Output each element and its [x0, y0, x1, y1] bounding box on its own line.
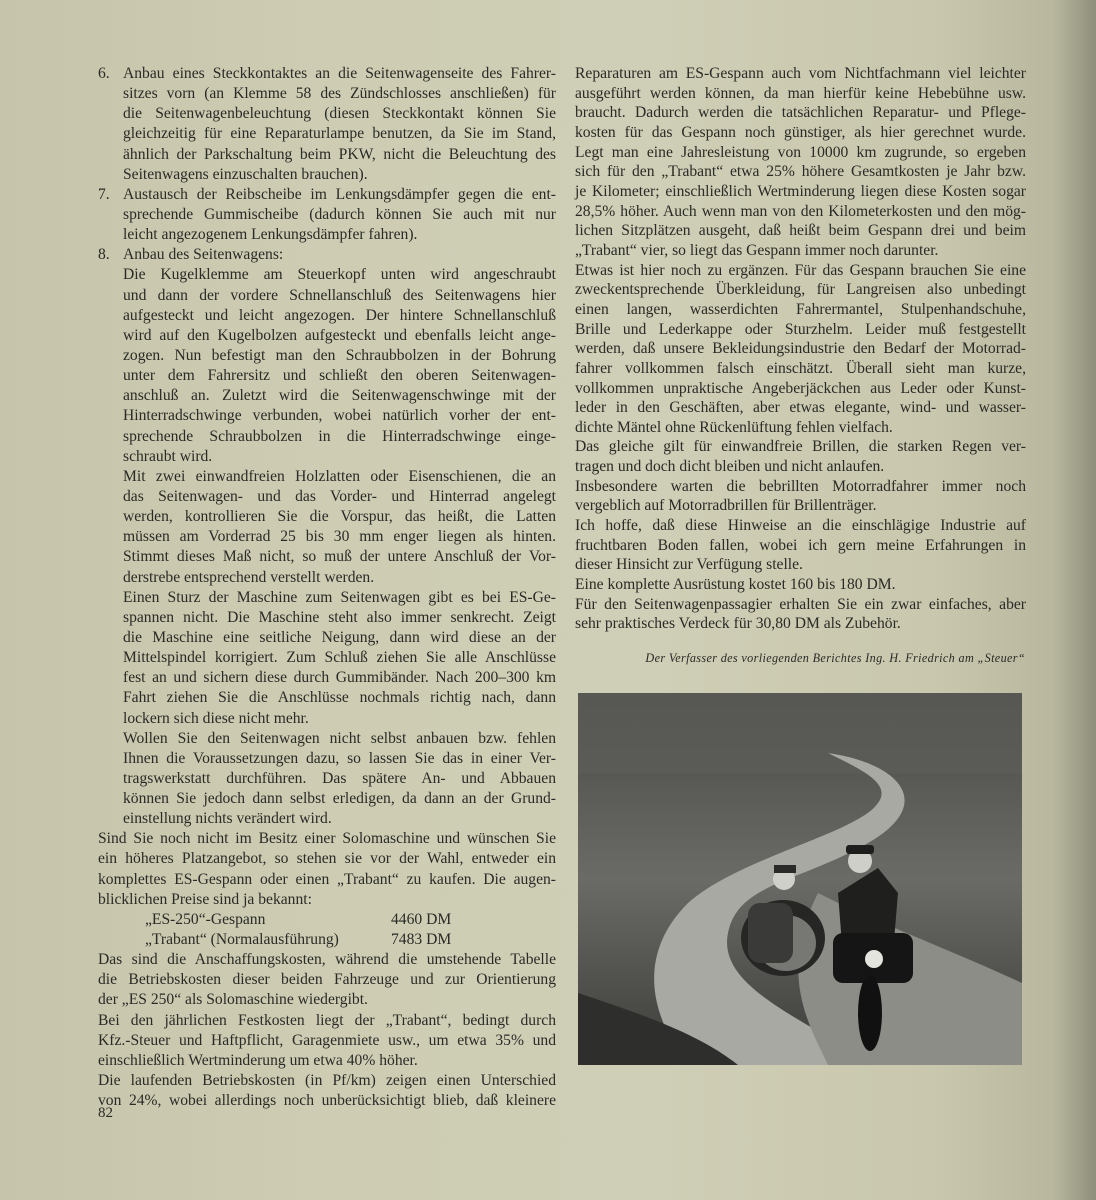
text-line: zogen. Nun befestigt man den Schraubbolzen in der Bohrung: [123, 346, 556, 364]
text-line: Sind Sie noch nicht im Besitz einer Solomaschine und wünschen Sie: [98, 830, 556, 848]
text-line: Für den Seitenwagenpassagier erhalten Sie ein zwar einfaches, aber: [575, 595, 1026, 613]
text-line: Brille und Lederkappe oder Sturzhelm. Leider muß festgestellt: [575, 320, 1026, 338]
text-line: Die laufenden Betriebskosten (in Pf/km) zeigen einen Unterschied: [98, 1072, 556, 1089]
text-line: sehr praktisches Verdeck für 30,80 DM als Zubehör.: [575, 615, 901, 633]
paragraph: [575, 477, 1026, 516]
vehicle-name: „Trabant“ (Normalausführung): [145, 931, 339, 949]
text-line: sitzes vorn (an Klemme 58 des Zündschlosses anschließen) für: [123, 85, 556, 103]
text-line: Das gleiche gilt für einwandfreie Brillen, die starken Regen ver-: [575, 438, 1026, 456]
price-row: [98, 930, 556, 950]
photo-caption: Der Verfasser des vorliegenden Berichtes Ing. H. Friedrich am „Steuer“: [645, 651, 1025, 665]
item-number: 6.: [98, 65, 110, 82]
text-line: „Trabant“ vier, so liegt das Gespann immer noch darunter.: [575, 241, 939, 259]
text-line: dieser Hinsicht zur Verfügung stelle.: [575, 556, 803, 574]
text-line: braucht. Dadurch werden die tatsächlichen Reparatur- und Pflege-: [575, 104, 1026, 122]
text-line: Kfz.-Steuer und Haftpflicht, Garagenmiete usw., um etwa 35% und: [98, 1031, 556, 1049]
text-line: fest an und sichern diese durch Gummibänder. Nach 200–300 km: [123, 669, 556, 687]
text-line: Fahrt ziehen Sie die Anschlüsse nochmals richtig nach, dann: [123, 689, 556, 707]
text-line: zweckentsprechende Überkleidung, für Langreisen also unbedingt: [575, 281, 1026, 299]
text-line: Anbau eines Steckkontaktes an die Seitenwagenseite des Fahrer-: [123, 65, 556, 82]
text-line: einschließlich Wertminderung um etwa 40% höher.: [98, 1051, 418, 1069]
text-line: Mittelspindel korrigiert. Zum Schluß ziehen Sie alle Anschlüsse: [123, 649, 556, 667]
text-line: sprechende Gummischeibe (dadurch können Sie auch mit nur: [123, 205, 556, 223]
text-line: ausgeführt werden können, da man hierfür keine Hebebühne usw.: [575, 84, 1026, 102]
text-line: Hinterradschwinge verbunden, wobei natürlich vorher der ent-: [123, 407, 556, 425]
text-line: und dann der vordere Schnellanschluß des Seitenwagens hier: [123, 286, 556, 304]
text-line: schraubt wird.: [123, 447, 213, 465]
item-number: 8.: [98, 246, 110, 264]
paragraph: [575, 261, 1026, 438]
text-line: von 24%, wobei allerdings noch unberücksichtigt blieb, daß kleinere: [98, 1092, 556, 1110]
text-line: derstrebe entsprechend verstellt werden.: [123, 568, 375, 586]
text-line: Wollen Sie den Seitenwagen nicht selbst anbauen bzw. fehlen: [123, 729, 556, 747]
paragraph: [98, 265, 556, 466]
paragraph: [98, 588, 556, 729]
text-line: einstellung nichts verändert wird.: [123, 810, 332, 828]
paragraph: [98, 1011, 556, 1071]
text-line: leicht angezogenem Lenkungsdämpfer fahren).: [123, 226, 418, 244]
text-line: kosten für das Gespann noch günstiger, als hier gerechnet wurde.: [575, 123, 1026, 141]
text-line: werden, kontrollieren Sie die Vorspur, das heißt, die Latten: [123, 508, 556, 526]
numbered-item: [98, 185, 556, 245]
text-line: aufgesteckt und leicht angezogen. Der hintere Schnellanschluß: [123, 306, 556, 324]
text-line: das Seitenwagen- und das Vorder- und Hinterrad angelegt: [123, 487, 556, 505]
paragraph: [98, 829, 556, 910]
text-line: tragen und doch dicht bleiben und nicht anlaufen.: [575, 458, 885, 476]
text-line: Eine komplette Ausrüstung kostet 160 bis 180 DM.: [575, 576, 896, 594]
text-line: Reparaturen am ES-Gespann auch vom Nichtfachmann viel leichter: [575, 65, 1026, 82]
item-number: 7.: [98, 185, 110, 203]
text-line: vergeblich auf Motorradbrillen für Brillenträger.: [575, 497, 877, 515]
text-line: ein höheres Platzangebot, so stehen sie vor der Wahl, entweder ein: [98, 850, 556, 868]
page-number: 82: [98, 1105, 113, 1121]
text-line: dichte Mäntel ohne Rückenlüftung fehlen vielfach.: [575, 418, 893, 436]
text-line: Stimmt dieses Maß nicht, so muß der untere Anschluß der Vor-: [123, 548, 556, 566]
paragraph: [98, 1071, 556, 1111]
right-text-column: [575, 64, 1026, 634]
text-line: Bei den jährlichen Festkosten liegt der „Trabant“, bedingt durch: [98, 1011, 556, 1029]
text-line: Einen Sturz der Maschine zum Seitenwagen gibt es bei ES-Ge-: [123, 588, 556, 606]
text-line: vollkommen unpraktische Angeberjäckchen aus Leder oder Kunst-: [575, 379, 1026, 397]
text-line: Austausch der Reibscheibe im Lenkungsdämpfer gegen die ent-: [123, 185, 556, 203]
numbered-item: [98, 245, 556, 265]
text-line: je Kilometer; einschließlich Wertminderung liegen diese Kosten sogar: [575, 182, 1026, 200]
text-line: blicklichen Preise sind ja bekannt:: [98, 890, 312, 908]
text-line: ähnlich der Parkschaltung beim PKW, nicht die Beleuchtung des: [123, 145, 556, 163]
text-line: wird auf den Kugelbolzen aufgesteckt und ebenfalls leicht ange-: [123, 326, 556, 344]
text-line: gleichzeitig für eine Reparaturlampe benutzen, da Sie im Stand,: [123, 125, 556, 143]
paragraph: [575, 437, 1026, 476]
text-line: unter dem Fahrersitz und schließt den oberen Seitenwagen-: [123, 367, 556, 385]
text-line: die Seitenwagenbeleuchtung (diesen Steckkontakt können Sie: [123, 105, 556, 123]
text-line: fahrer vollkommen falsch einschätzt. Überall sieht man kurze,: [575, 359, 1026, 377]
text-line: komplettes ES-Gespann oder einen „Trabant“ zu kaufen. Die augen-: [98, 870, 556, 888]
text-line: die Maschine eine seitliche Neigung, dann wird diese an der: [123, 628, 556, 646]
text-line: Das sind die Anschaffungskosten, während die umstehende Tabelle: [98, 951, 556, 969]
price-row: [98, 910, 556, 930]
text-line: die Betriebskosten dieser beiden Fahrzeuge und zur Orientierung: [98, 971, 556, 989]
left-text-column: [98, 64, 556, 1111]
photo-motorcycle-sidecar: [578, 693, 1022, 1065]
text-line: Ich hoffe, daß diese Hinweise an die einschlägige Industrie auf: [575, 517, 1026, 535]
vehicle-price: 7483 DM: [391, 931, 452, 949]
text-line: sprechende Schraubbolzen in die Hinterradschwinge einge-: [123, 427, 556, 445]
paragraph: [98, 950, 556, 1010]
paragraph: [575, 575, 1026, 595]
text-line: sich für den „Trabant“ etwa 25% höhere Gesamtkosten je Jahr bzw.: [575, 163, 1026, 181]
text-line: lockern sich diese nicht mehr.: [123, 709, 309, 727]
text-line: 28,5% höher. Auch wenn man von den Kilometerkosten und den mög-: [575, 202, 1026, 220]
text-line: müssen am Vorderrad 25 bis 30 mm enger liegen als hinten.: [123, 528, 556, 546]
text-line: anschluß an. Zuletzt wird die Seitenwagenschwinge mit der: [123, 387, 556, 405]
text-line: Etwas ist hier noch zu ergänzen. Für das Gespann brauchen Sie eine: [575, 261, 1026, 279]
text-line: fruchtbaren Boden fallen, wobei ich gern meine Erfahrungen in: [575, 536, 1026, 554]
text-line: Legt man eine Jahresleistung von 10000 km zugrunde, so ergeben: [575, 143, 1026, 161]
paragraph: [575, 64, 1026, 261]
text-line: Anbau des Seitenwagens:: [123, 246, 284, 264]
text-line: Insbesondere warten die bebrillten Motorradfahrer immer noch: [575, 477, 1026, 495]
text-line: können Sie jedoch dann selbst erledigen, da dann an der Grund-: [123, 790, 556, 808]
vehicle-name: „ES-250“-Gespann: [145, 910, 266, 928]
text-line: werden, daß unsere Bekleidungsindustrie den Bedarf der Motorrad-: [575, 340, 1026, 358]
paragraph: [575, 595, 1026, 634]
text-line: der „ES 250“ als Solomaschine wiedergibt.: [98, 991, 368, 1009]
text-line: leder in den Geschäften, aber etwas elegante, wind- und wasser-: [575, 399, 1026, 417]
numbered-item: [98, 64, 556, 185]
text-line: einen langen, wasserdichten Fahrermantel, Stulpenhandschuhe,: [575, 300, 1026, 318]
text-line: spannen nicht. Die Maschine steht also immer senkrecht. Zeigt: [123, 608, 556, 626]
text-line: Mit zwei einwandfreien Holzlatten oder Eisenschienen, die an: [123, 467, 556, 485]
text-line: Seitenwagens einzuschalten brauchen).: [123, 165, 368, 183]
paragraph: [575, 516, 1026, 575]
text-line: Die Kugelklemme am Steuerkopf unten wird angeschraubt: [123, 266, 556, 284]
paragraph: [98, 467, 556, 588]
text-line: Ihnen die Voraussetzungen dazu, so lassen Sie das in einer Ver-: [123, 749, 556, 767]
text-line: tragswerkstatt durchführen. Das spätere An- und Abbauen: [123, 769, 556, 787]
paragraph: [98, 729, 556, 830]
text-line: lichen Sitzplätzen ausgeht, daß heißt beim Gespann drei und beim: [575, 222, 1026, 240]
price-list: [98, 910, 556, 950]
vehicle-price: 4460 DM: [391, 910, 452, 928]
